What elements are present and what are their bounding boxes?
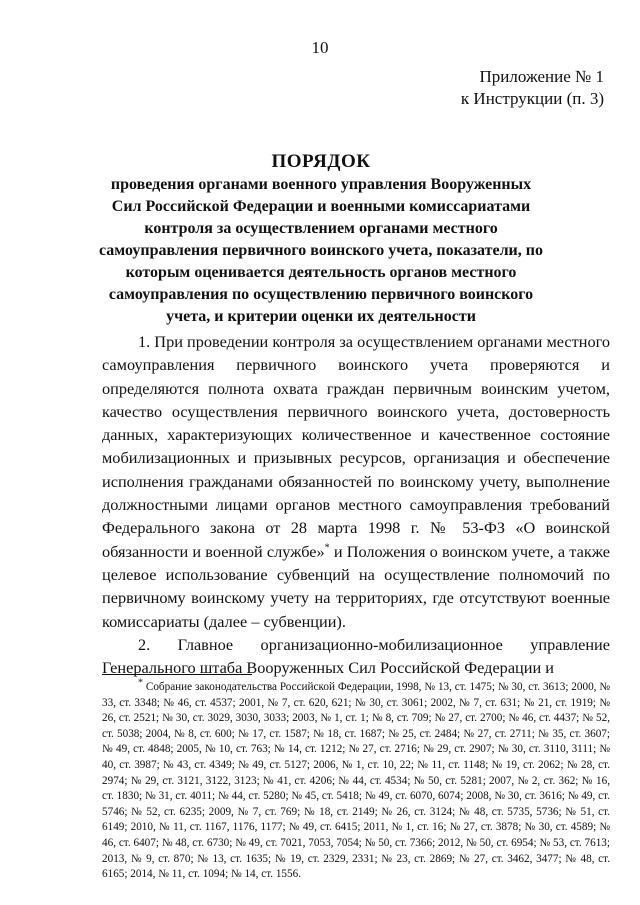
appendix-reference [461,66,604,110]
paragraph-1-part-2: и Положения о воинском учете, а также целевое использование субвенций на осуществление полномочий по первичному воинскому учету на территориях, где отсутствуют военные комиссариаты (далее – субвенции). [102,541,610,631]
heading-subtitle: проведения органами военного управления Вооруженных Сил Российской Федерации и военными комиссариатами контроля за осуществлением органами местного самоуправления первичного воинского учета, показатели, по которым оценивается деятельность органов местного самоуправления по осуществлению первичного воинского учета, и критерии оценки их деятельности [99,176,543,325]
footnote-reference: * [324,542,330,554]
document-heading [95,150,547,328]
footnote-mark: * [138,677,143,689]
paragraph-1 [102,330,610,633]
footnote [102,677,611,883]
appendix-line-1: Приложение № 1 [479,67,604,86]
page-number: 10 [311,38,329,57]
paragraph-2: 2. Главное организационно-мобилизационное управление Генерального штаба Вооруженных Сил Российской Федерации и [102,634,610,678]
footnote-text: Собрание законодательства Российской Федерации, 1998, № 13, ст. 1475; № 30, ст. 3613; 2000, № 33, ст. 3348; № 46, ст. 4537; 2001, № 7, ст. 620, 621; № 30, ст. 3061; 2002, № 7, ст. 631; № 21, ст. 1919; № 26, ст. 2521; № 30, ст. 3029, 3030, 3033; 2003, № 1, ст. 1; № 8, ст. 709; № 27, ст. 2700; № 46, ст. 4437; № 52, ст. 5038; 2004, № 8, ст. 600; № 17, ст. 1587; № 18, ст. 1687; № 25, ст. 2484; № 27, ст. 2711; № 35, ст. 3607; № 49, ст. 4848; 2005, № 10, ст. 763; № 14, ст. 1212; № 27, ст. 2716; № 29, ст. 2907; № 30, ст. 3110, 3111; № 40, ст. 3987; № 43, ст. 4349; № 49, ст. 5127; 2006, № 1, ст. 10, 22; № 11, ст. 1148; № 19, ст. 2062; № 28, ст. 2974; № 29, ст. 3121, 3122, 3123; № 41, ст. 4206; № 44, ст. 4534; № 50, ст. 5281; 2007, № 2, ст. 362; № 16, ст. 1830; № 31, ст. 4011; № 44, ст. 5280; № 45, ст. 5418; № 49, ст. 6070, 6074; 2008, № 30, ст. 3616; № 49, ст. 5746; № 52, ст. 6235; 2009, № 7, ст. 769; № 18, ст. 2149; № 26, ст. 3124; № 48, ст. 5735, 5736; № 51, ст. 6149; 2010, № 11, ст. 1167, 1176, 1177; № 49, ст. 6415; 2011, № 1, ст. 16; № 27, ст. 3878; № 30, ст. 4589; № 46, ст. 6407; № 48, ст. 6730; № 49, ст. 7021, 7053, 7054; № 50, ст. 7366; 2012, № 50, ст. 6954; № 53, ст. 7613; 2013, № 9, ст. 870; № 13, ст. 1635; № 19, ст. 2329, 2331; № 23, ст. 2869; № 27, ст. 3462, 3477; № 48, ст. 6165; 2014, № 11, ст. 1094; № 14, ст. 1556. [102,681,611,881]
body-text [102,330,610,679]
heading-title: ПОРЯДОК [271,151,371,172]
footnote-divider [102,674,252,675]
footnote-paragraph [102,677,611,883]
appendix-line-2: к Инструкции (п. 3) [460,89,604,108]
paragraph-1-part-1: 1. При проведении контроля за осуществлением органами местного самоуправления первичного воинского учета проверяются и определяются полнота охвата граждан первичным воинским учетом, качество осуществления первичного воинского учета, достоверность данных, характеризующих количественное и качественное состояние мобилизационных и призывных ресурсов, организация и обеспечение исполнения гражданами обязанностей по воинскому учету, выполнение должностными лицами органов местного самоуправления требований Федерального закона от 28 марта 1998 г. № 53-ФЗ «О воинской обязанности и военной службе» [102,332,610,561]
